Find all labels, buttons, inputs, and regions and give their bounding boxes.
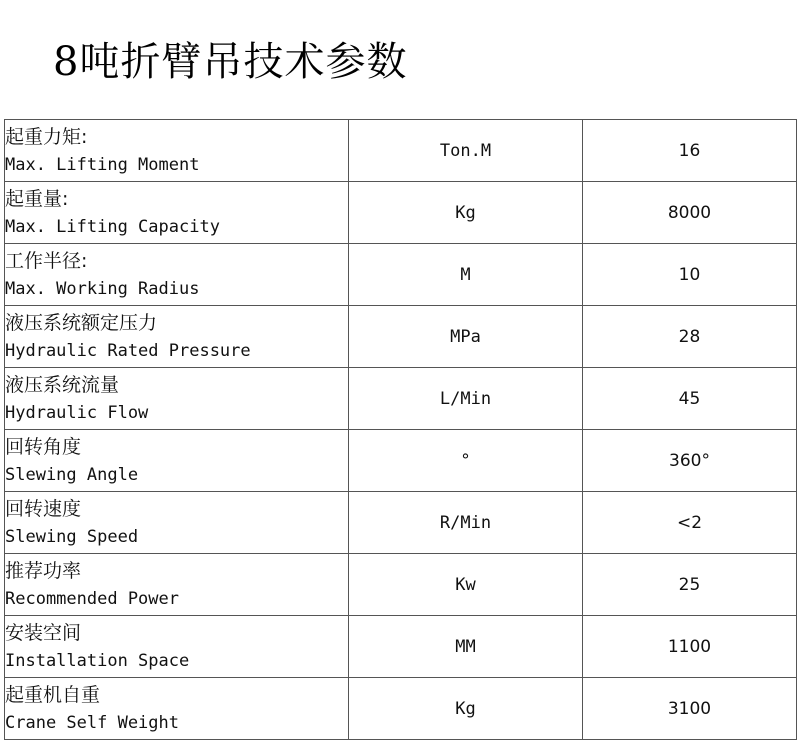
param-name-en: Max. Lifting Moment xyxy=(5,154,200,175)
param-name-cn: 推荐功率 xyxy=(5,559,82,582)
param-unit: L/Min xyxy=(349,368,583,430)
param-value: 45 xyxy=(583,368,797,430)
table-row xyxy=(5,492,797,554)
param-value: 360° xyxy=(583,430,797,492)
param-value: 3100 xyxy=(583,678,797,740)
param-name-cn: 液压系统额定压力 xyxy=(5,311,158,334)
param-unit: MPa xyxy=(349,306,583,368)
param-unit: R/Min xyxy=(349,492,583,554)
param-name-en: Crane Self Weight xyxy=(5,712,179,733)
param-name-cell xyxy=(5,678,349,740)
param-name-cell xyxy=(5,430,349,492)
param-name-cell xyxy=(5,368,349,430)
table-row xyxy=(5,368,797,430)
param-unit: Kg xyxy=(349,182,583,244)
param-unit: MM xyxy=(349,616,583,678)
param-name-en: Recommended Power xyxy=(5,588,179,609)
param-name-cn: 起重量: xyxy=(5,187,69,210)
param-name-cn: 起重机自重 xyxy=(5,683,101,706)
param-value: 1100 xyxy=(583,616,797,678)
param-unit: ° xyxy=(349,430,583,492)
param-name-cell xyxy=(5,182,349,244)
param-name-en: Hydraulic Rated Pressure xyxy=(5,340,251,361)
param-name-en: Max. Working Radius xyxy=(5,278,200,299)
param-name-cell xyxy=(5,120,349,182)
table-row xyxy=(5,430,797,492)
param-unit: Ton.M xyxy=(349,120,583,182)
table-row xyxy=(5,616,797,678)
param-value: 28 xyxy=(583,306,797,368)
param-name-cell xyxy=(5,616,349,678)
table-row xyxy=(5,306,797,368)
spec-table-body xyxy=(5,120,797,740)
param-name-cn: 安装空间 xyxy=(5,621,82,644)
param-unit: Kg xyxy=(349,678,583,740)
param-name-en: Installation Space xyxy=(5,650,190,671)
param-name-cn: 回转角度 xyxy=(5,435,82,458)
param-name-cell xyxy=(5,244,349,306)
param-value: 8000 xyxy=(583,182,797,244)
param-value: 25 xyxy=(583,554,797,616)
param-name-en: Max. Lifting Capacity xyxy=(5,216,220,237)
param-unit: Kw xyxy=(349,554,583,616)
table-row xyxy=(5,244,797,306)
param-name-cn: 工作半径: xyxy=(5,249,88,272)
param-value: <2 xyxy=(583,492,797,554)
param-name-cn: 回转速度 xyxy=(5,497,82,520)
param-name-cn: 起重力矩: xyxy=(5,125,88,148)
table-row xyxy=(5,120,797,182)
param-name-cell xyxy=(5,306,349,368)
param-name-cn: 液压系统流量 xyxy=(5,373,120,396)
param-value: 16 xyxy=(583,120,797,182)
param-name-en: Hydraulic Flow xyxy=(5,402,149,423)
param-unit: M xyxy=(349,244,583,306)
page-title: 8吨折臂吊技术参数 xyxy=(53,39,408,85)
table-row xyxy=(5,678,797,740)
table-row xyxy=(5,554,797,616)
spec-table xyxy=(4,119,797,740)
param-value: 10 xyxy=(583,244,797,306)
table-row xyxy=(5,182,797,244)
param-name-en: Slewing Speed xyxy=(5,526,139,547)
param-name-cell xyxy=(5,554,349,616)
param-name-cell xyxy=(5,492,349,554)
param-name-en: Slewing Angle xyxy=(5,464,139,485)
